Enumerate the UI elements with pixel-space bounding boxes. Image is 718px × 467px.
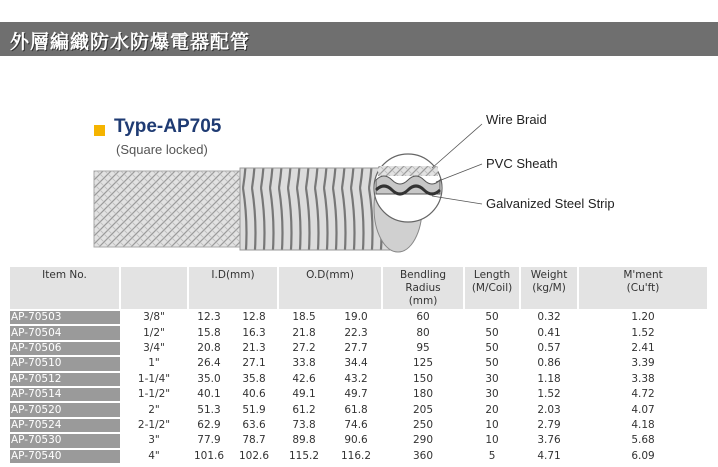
cell-mment: 4.18 xyxy=(578,418,708,433)
cell-radius: 290 xyxy=(382,433,464,448)
cell-radius: 205 xyxy=(382,402,464,417)
cell-id-max: 51.9 xyxy=(230,402,278,417)
type-bullet-icon xyxy=(94,125,105,136)
page-title: 外層編織防水防爆電器配管 xyxy=(10,31,251,53)
cell-size: 1-1/2" xyxy=(120,387,188,402)
cell-size: 3/4" xyxy=(120,341,188,356)
cell-id-max: 40.6 xyxy=(230,387,278,402)
cell-weight: 1.52 xyxy=(520,387,578,402)
cell-mment: 5.68 xyxy=(578,433,708,448)
cell-item: AP-70520 xyxy=(10,402,120,417)
cell-id-min: 15.8 xyxy=(188,325,230,340)
table-row xyxy=(10,449,708,464)
cell-mment: 1.52 xyxy=(578,325,708,340)
cell-radius: 80 xyxy=(382,325,464,340)
cell-item: AP-70540 xyxy=(10,449,120,464)
cell-size: 2" xyxy=(120,402,188,417)
header-mment: M'ment (Cu'ft) xyxy=(578,267,708,310)
cell-od-min: 33.8 xyxy=(278,356,330,371)
cell-length: 10 xyxy=(464,433,520,448)
steel-coil-section xyxy=(240,168,390,250)
cell-radius: 125 xyxy=(382,356,464,371)
table-row xyxy=(10,418,708,433)
table-row xyxy=(10,372,708,387)
cell-od-min: 115.2 xyxy=(278,449,330,464)
cell-od-max: 49.7 xyxy=(330,387,382,402)
cell-od-max: 61.8 xyxy=(330,402,382,417)
cell-id-max: 63.6 xyxy=(230,418,278,433)
cell-size: 1-1/4" xyxy=(120,372,188,387)
cell-id-max: 27.1 xyxy=(230,356,278,371)
cell-od-max: 34.4 xyxy=(330,356,382,371)
cell-weight: 0.57 xyxy=(520,341,578,356)
header-weight: Weight (kg/M) xyxy=(520,267,578,310)
spec-table xyxy=(10,267,709,465)
cell-id-min: 77.9 xyxy=(188,433,230,448)
header-size xyxy=(120,267,188,310)
cell-id-min: 12.3 xyxy=(188,310,230,325)
table-row xyxy=(10,356,708,371)
cell-length: 10 xyxy=(464,418,520,433)
cell-id-max: 21.3 xyxy=(230,341,278,356)
cell-od-max: 116.2 xyxy=(330,449,382,464)
cell-length: 50 xyxy=(464,341,520,356)
cell-mment: 3.38 xyxy=(578,372,708,387)
cell-size: 2-1/2" xyxy=(120,418,188,433)
header-item-no: Item No. xyxy=(10,267,120,310)
table-row xyxy=(10,387,708,402)
cell-mment: 6.09 xyxy=(578,449,708,464)
cell-weight: 0.41 xyxy=(520,325,578,340)
cell-radius: 150 xyxy=(382,372,464,387)
cell-mment: 4.07 xyxy=(578,402,708,417)
header-radius: Bendling Radius (mm) xyxy=(382,267,464,310)
cell-length: 5 xyxy=(464,449,520,464)
cell-id-min: 35.0 xyxy=(188,372,230,387)
cell-od-min: 73.8 xyxy=(278,418,330,433)
header-od: O.D(mm) xyxy=(278,267,382,310)
cell-length: 20 xyxy=(464,402,520,417)
cell-weight: 0.32 xyxy=(520,310,578,325)
cell-weight: 2.79 xyxy=(520,418,578,433)
type-subtitle: (Square locked) xyxy=(116,142,208,157)
cell-od-min: 18.5 xyxy=(278,310,330,325)
cell-od-min: 27.2 xyxy=(278,341,330,356)
cell-weight: 4.71 xyxy=(520,449,578,464)
cell-item: AP-70512 xyxy=(10,372,120,387)
cell-mment: 4.72 xyxy=(578,387,708,402)
label-steel-strip: Galvanized Steel Strip xyxy=(486,196,615,211)
cell-item: AP-70530 xyxy=(10,433,120,448)
cell-mment: 1.20 xyxy=(578,310,708,325)
cell-length: 50 xyxy=(464,310,520,325)
cell-weight: 0.86 xyxy=(520,356,578,371)
cell-od-max: 74.6 xyxy=(330,418,382,433)
header-id: I.D(mm) xyxy=(188,267,278,310)
cell-radius: 95 xyxy=(382,341,464,356)
cell-id-max: 102.6 xyxy=(230,449,278,464)
cell-item: AP-70524 xyxy=(10,418,120,433)
cell-size: 4" xyxy=(120,449,188,464)
label-wire-braid: Wire Braid xyxy=(486,112,547,127)
cell-od-min: 42.6 xyxy=(278,372,330,387)
header-length: Length (M/Coil) xyxy=(464,267,520,310)
cell-radius: 180 xyxy=(382,387,464,402)
cell-radius: 360 xyxy=(382,449,464,464)
cell-length: 30 xyxy=(464,372,520,387)
cell-od-min: 21.8 xyxy=(278,325,330,340)
cell-id-min: 26.4 xyxy=(188,356,230,371)
type-title: Type-AP705 xyxy=(114,116,222,137)
cell-od-max: 43.2 xyxy=(330,372,382,387)
cell-id-min: 40.1 xyxy=(188,387,230,402)
cell-od-min: 89.8 xyxy=(278,433,330,448)
cell-weight: 2.03 xyxy=(520,402,578,417)
cell-id-max: 12.8 xyxy=(230,310,278,325)
cell-radius: 60 xyxy=(382,310,464,325)
cell-size: 3" xyxy=(120,433,188,448)
cell-id-min: 62.9 xyxy=(188,418,230,433)
cell-length: 50 xyxy=(464,356,520,371)
cell-size: 1" xyxy=(120,356,188,371)
cell-length: 30 xyxy=(464,387,520,402)
cell-od-min: 61.2 xyxy=(278,402,330,417)
title-bar xyxy=(0,22,718,56)
cell-id-max: 16.3 xyxy=(230,325,278,340)
cell-od-max: 22.3 xyxy=(330,325,382,340)
cell-size: 1/2" xyxy=(120,325,188,340)
cell-weight: 3.76 xyxy=(520,433,578,448)
cell-item: AP-70514 xyxy=(10,387,120,402)
cell-size: 3/8" xyxy=(120,310,188,325)
cell-length: 50 xyxy=(464,325,520,340)
label-pvc-sheath: PVC Sheath xyxy=(486,156,558,171)
cell-item: AP-70506 xyxy=(10,341,120,356)
product-diagram xyxy=(80,98,700,258)
cell-od-max: 27.7 xyxy=(330,341,382,356)
cell-mment: 3.39 xyxy=(578,356,708,371)
cell-id-max: 78.7 xyxy=(230,433,278,448)
table-row xyxy=(10,402,708,417)
cell-od-max: 90.6 xyxy=(330,433,382,448)
table-row xyxy=(10,433,708,448)
table-row xyxy=(10,310,708,325)
cell-id-min: 20.8 xyxy=(188,341,230,356)
table-row xyxy=(10,341,708,356)
cell-item: AP-70503 xyxy=(10,310,120,325)
wire-braid-section xyxy=(94,171,244,247)
cell-id-min: 51.3 xyxy=(188,402,230,417)
cell-item: AP-70510 xyxy=(10,356,120,371)
cell-id-max: 35.8 xyxy=(230,372,278,387)
cell-mment: 2.41 xyxy=(578,341,708,356)
cell-radius: 250 xyxy=(382,418,464,433)
cell-od-max: 19.0 xyxy=(330,310,382,325)
cell-od-min: 49.1 xyxy=(278,387,330,402)
cell-weight: 1.18 xyxy=(520,372,578,387)
cell-id-min: 101.6 xyxy=(188,449,230,464)
table-row xyxy=(10,325,708,340)
cell-item: AP-70504 xyxy=(10,325,120,340)
